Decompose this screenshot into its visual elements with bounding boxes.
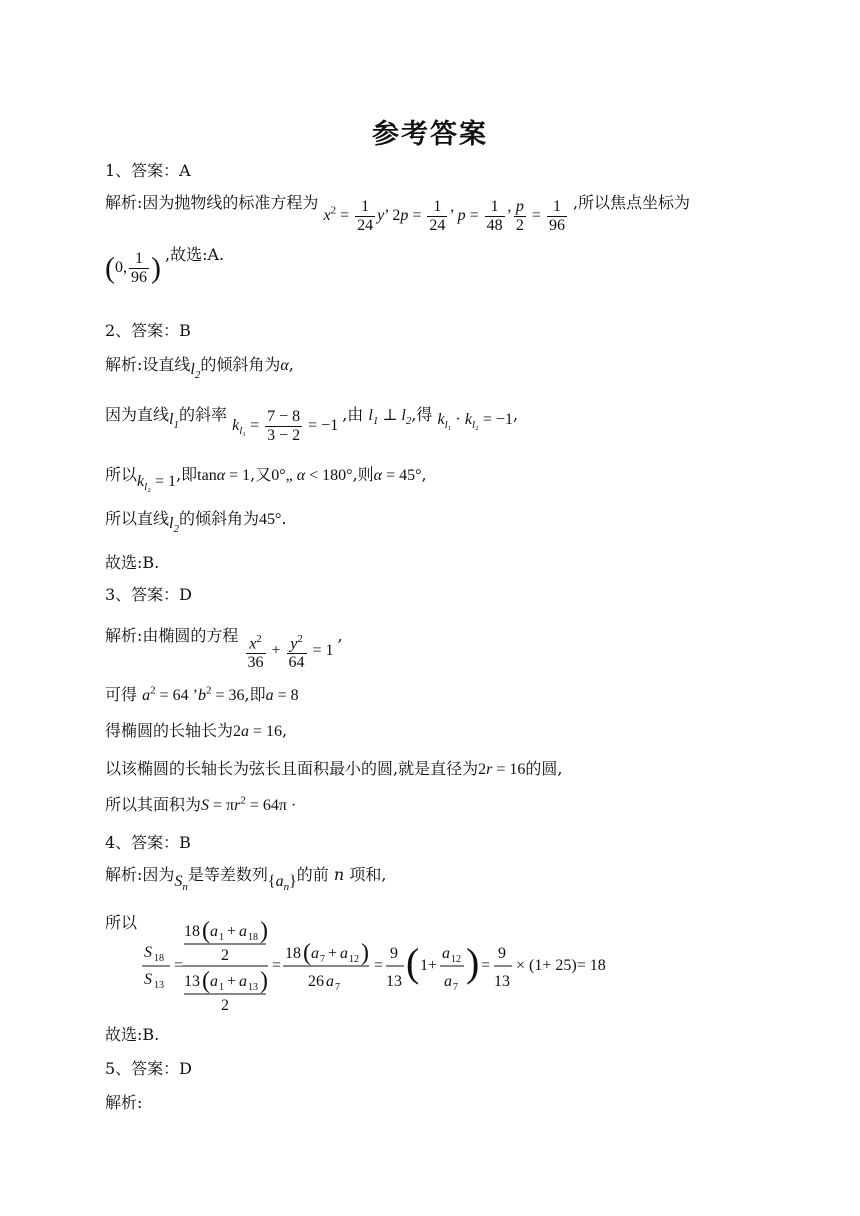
q5-answer: 5、答案：D (105, 1059, 193, 1078)
q4-l1-text-b: 是等差数列 (187, 865, 268, 884)
q4-n: n (333, 865, 345, 884)
svg-text:a: a (311, 945, 319, 962)
q3-a-value: a = 8 (265, 687, 299, 704)
q4-line2: 所以 (105, 913, 138, 932)
svg-text:S: S (144, 971, 152, 988)
q4-sequence: $\{a_n\}$ (267, 873, 297, 894)
svg-text:1: 1 (219, 982, 224, 993)
q4-line1 (105, 862, 387, 894)
q2-line2: 因为直线$l_1$的斜率 $k_{l_1}$ = $\frac{7 - 8}{3 - 2}$ = −1 ,由 $l_1$ ⊥ $l_2$,得 $k_{l_1} \cdot k_{l_2} = -1$, (105, 405, 519, 444)
svg-text:18: 18 (154, 953, 164, 964)
svg-text:a: a (210, 923, 218, 940)
q2-range: 0°„ α < 180° (271, 467, 353, 484)
svg-text:=: = (481, 957, 491, 974)
svg-text:+: + (328, 945, 338, 962)
svg-text:): ) (466, 940, 480, 985)
q4-l1-text-e: 项和, (349, 865, 387, 884)
svg-text:7: 7 (320, 954, 325, 965)
q2-l2-text-c: ,由 (342, 405, 364, 425)
q3-ellipse-equation: $\frac{x^2}{36}$ + $\frac{y^2}{64}$ = 1 (244, 642, 338, 659)
svg-text:=: = (374, 957, 384, 974)
svg-text:a: a (340, 945, 348, 962)
page-title: 参考答案 (372, 119, 488, 150)
q3-l4-text-a: 以该椭圆的长轴长为弦长且面积最小的圆,就是直径为 (105, 759, 479, 778)
svg-text:13: 13 (154, 980, 164, 991)
q2-l2-text-a: 因为直线 (105, 405, 170, 425)
svg-text:1: 1 (219, 932, 224, 943)
q2-line3: 所以$k_{l_2} = 1$,即tanα = 1,又0°„ α < 180°,则α = 45°, (105, 465, 427, 494)
svg-text:13: 13 (386, 973, 402, 990)
svg-text:9: 9 (498, 945, 506, 962)
q3-area: $S = \pi r^2 = 64\pi$ · (201, 794, 297, 814)
q2-l2-symbol-2: $l_2$ (169, 515, 179, 536)
q4-l1-text-a: 解析:因为 (105, 865, 175, 884)
q3-line5 (105, 792, 296, 815)
svg-text:13: 13 (184, 973, 200, 990)
svg-text:12: 12 (349, 954, 359, 965)
q3-major-axis: 2a = 16 (233, 723, 283, 740)
q2-l2-text-d: ,得 (411, 405, 433, 425)
q3-answer: 3、答案：D (105, 585, 193, 604)
q5-explain: 解析: (105, 1093, 143, 1112)
svg-text:): ) (260, 968, 268, 994)
svg-text:18: 18 (248, 932, 258, 943)
q2-l3-text-c: ,又 (250, 465, 272, 484)
q3-l2-text-b: ,即 (244, 685, 266, 704)
q1-explain-mid: ,所以焦点坐标为 (572, 193, 691, 213)
q2-kl2: $k_{l_2} = 1$ (137, 473, 177, 494)
q3-l5-text: 所以其面积为 (105, 795, 202, 814)
svg-text:=: = (272, 957, 282, 974)
q2-l1-text-b: 的倾斜角为 (200, 355, 281, 374)
q4-ratio-formula (140, 912, 610, 1012)
svg-text:+: + (227, 973, 237, 990)
q4-conclusion: 故选:B. (105, 1025, 160, 1044)
q2-line4 (105, 506, 287, 536)
q2-slope-formula: $k_{l_1}$ = $\frac{7 - 8}{3 - 2}$ = −1 (232, 408, 343, 444)
q3-line1: 解析:由椭圆的方程 $\frac{x^2}{36}$ + $\frac{y^2}{64}$ = 1 , (105, 625, 343, 672)
svg-text:(: ( (406, 940, 420, 985)
svg-text:13: 13 (248, 982, 258, 993)
svg-text:a: a (442, 945, 450, 962)
svg-text:12: 12 (451, 954, 461, 965)
q3-l3-text: 得椭圆的长轴长为 (105, 721, 234, 740)
svg-text:): ) (361, 940, 369, 966)
svg-text:(: ( (202, 968, 210, 994)
q2-angle-result: 45° (258, 511, 282, 528)
svg-text:(: ( (303, 940, 311, 966)
svg-text:S: S (144, 944, 152, 961)
q2-conclusion: 故选:B. (105, 553, 160, 572)
svg-text:18: 18 (285, 945, 301, 962)
q3-l1-text: 解析:由椭圆的方程 (105, 625, 239, 645)
q2-product-formula: $k_{l_1} \cdot k_{l_2} = -1$ (437, 411, 513, 432)
svg-text:7: 7 (453, 982, 458, 993)
svg-text:a: a (239, 923, 247, 940)
q2-l4-text-c: . (281, 509, 287, 528)
svg-text:2: 2 (221, 997, 229, 1012)
q1-explain-prefix: 解析:因为抛物线的标准方程为 (105, 193, 319, 213)
svg-text:7: 7 (335, 982, 340, 993)
q2-l2-text-b: 的斜率 (178, 405, 227, 425)
q1-focus-coordinate: (0, $\frac{1}{96}$ ) (105, 250, 161, 286)
q4-answer: 4、答案：B (105, 833, 191, 852)
svg-text:a: a (326, 973, 334, 990)
q3-line4 (105, 756, 562, 779)
svg-text:+: + (227, 923, 237, 940)
q1-explain-line (105, 186, 691, 234)
svg-text:1+: 1+ (420, 957, 438, 974)
q2-perpendicular: $l_1$ ⊥ $l_2$ (368, 407, 412, 428)
svg-text:(: ( (202, 918, 210, 944)
q2-l2-symbol: $l_2$ (190, 361, 201, 382)
q2-l4-text-b: 的倾斜角为 (178, 509, 259, 528)
svg-text:a: a (239, 973, 247, 990)
q3-diameter: 2r = 16 (478, 761, 526, 778)
q2-l3-text-d: ,则 (352, 465, 374, 484)
q1-formula: $x^2$ = $\frac{1}{24}$ y’ 2p = $\frac{1}{24}$ ’ p = $\frac{1}{48}$ ’ $\frac{p}{2}$ = $\frac{1}{96}$ (323, 198, 565, 234)
q1-answer: 1、答案：A (105, 161, 191, 180)
svg-text:18: 18 (184, 923, 200, 940)
q2-alpha-value: α = 45° (373, 467, 422, 484)
q2-line1: 解析:设直线$l_2$的倾斜角为α, (105, 355, 294, 382)
q2-l1-symbol: $l_1$ (169, 411, 179, 432)
q2-l1-text-a: 解析:设直线 (105, 355, 191, 374)
svg-text:9: 9 (390, 945, 398, 962)
svg-text:2: 2 (221, 947, 229, 964)
svg-text:a: a (210, 973, 218, 990)
svg-text:× (1+ 25)= 18: × (1+ 25)= 18 (516, 957, 606, 974)
q2-answer: 2、答案：B (105, 321, 191, 340)
svg-text:a: a (444, 973, 452, 990)
q3-l4-text-b: 的圆, (525, 759, 563, 778)
q3-ab-values: $a^2 = 64$ $’b^2 = 36$ (142, 684, 245, 704)
q2-l3-text-b: ,即 (176, 465, 198, 484)
q4-l1-text-c: 的前 (296, 865, 329, 884)
q4-sn: $S_n$ (174, 873, 188, 894)
q3-l2-text-a: 可得 (105, 685, 138, 704)
svg-text:): ) (260, 918, 268, 944)
svg-text:13: 13 (494, 973, 510, 990)
q3-line3: 得椭圆的长轴长为2a = 16, (105, 721, 288, 740)
q3-line2 (105, 682, 299, 705)
svg-text:26: 26 (308, 973, 324, 990)
q2-tan: tanα = 1 (197, 467, 251, 484)
q1-explain-end: ,故选:A. (165, 245, 225, 265)
q2-alpha: α (280, 357, 289, 374)
q2-l3-text-a: 所以 (105, 465, 138, 484)
q1-focus-line (105, 245, 225, 287)
q2-l4-text-a: 所以直线 (105, 509, 170, 528)
svg-text:=: = (174, 957, 184, 974)
